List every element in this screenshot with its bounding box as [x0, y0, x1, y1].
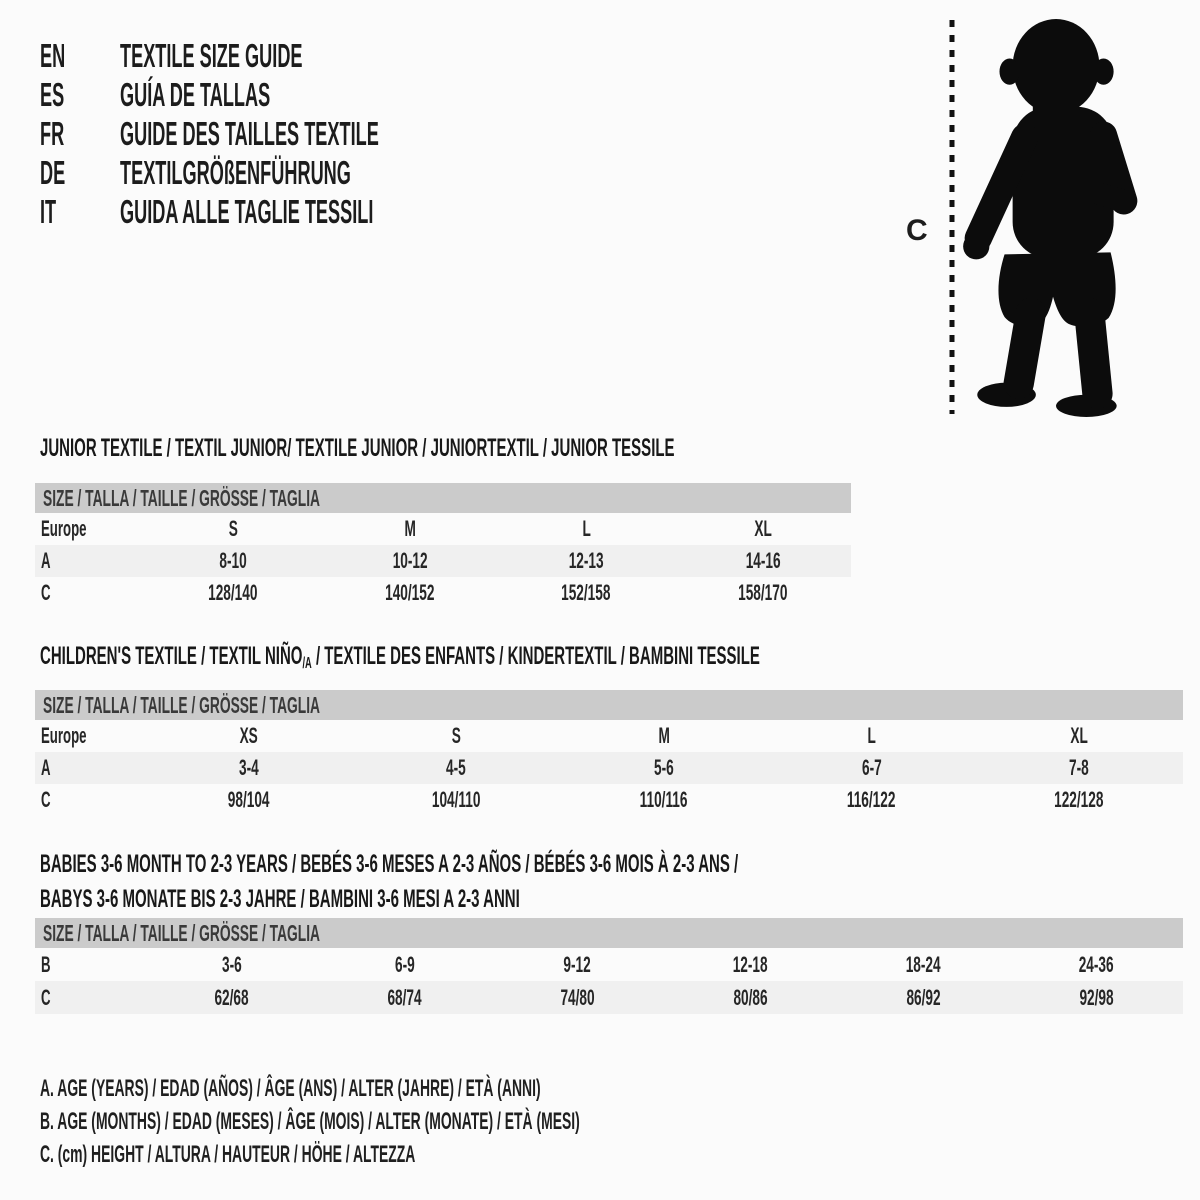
table-row-height-cm — [35, 981, 1183, 1014]
age-cell-text: 6-7 — [861, 755, 882, 780]
height-cell — [664, 985, 837, 1011]
size-cell — [322, 516, 499, 542]
guide-title — [120, 37, 452, 75]
age-cell — [837, 952, 1010, 978]
age-cell-text: 3-4 — [238, 755, 259, 780]
children-size-table — [35, 690, 1183, 816]
guide-title — [120, 193, 581, 231]
legend-line-c-text: C. (cm) HEIGHT / ALTURA / HAUTEUR / HÖHE / ALTEZZA — [40, 1140, 416, 1168]
height-cell-text: 104/110 — [432, 787, 481, 812]
height-cell — [560, 787, 768, 813]
height-cell-text: 140/152 — [385, 580, 435, 605]
age-cell-text: 12-13 — [568, 548, 604, 573]
age-cell — [318, 952, 491, 978]
toddler-silhouette — [960, 14, 1142, 418]
age-cell — [675, 548, 852, 574]
height-cell — [837, 985, 1010, 1011]
junior-section-title — [40, 436, 1098, 461]
size-cell-text: XS — [239, 723, 258, 748]
age-cell — [975, 755, 1183, 781]
lang-code-text: FR — [40, 114, 65, 152]
legend-line-c — [40, 1138, 971, 1171]
row-label-text: A — [41, 548, 51, 573]
row-label — [35, 548, 145, 574]
size-cell-text: L — [582, 516, 591, 541]
children-title-post: / TEXTILE DES ENFANTS / KINDERTEXTIL / BAMBINI TESSILE — [311, 642, 760, 670]
height-measure-dashed-line — [946, 16, 958, 418]
height-cell-text: 152/158 — [561, 580, 611, 605]
row-label-text: A — [41, 755, 51, 780]
height-cell — [145, 787, 353, 813]
height-cell-text: 122/128 — [1054, 787, 1104, 812]
lang-row-de — [40, 153, 591, 192]
height-cell — [491, 985, 664, 1011]
height-cell-text: 68/74 — [387, 984, 422, 1010]
age-cell — [491, 952, 664, 978]
lang-code — [40, 115, 120, 153]
height-cell-text: 110/116 — [640, 787, 688, 812]
height-cell — [145, 985, 318, 1011]
height-cell — [322, 580, 499, 606]
row-label-text: B — [41, 951, 51, 977]
table-row-age-months — [35, 948, 1183, 981]
height-cell — [318, 985, 491, 1011]
size-cell-text: M — [658, 723, 670, 748]
size-header-label: SIZE / TALLA / TAILLE / GRÖSSE / TAGLIA — [43, 919, 321, 946]
age-cell-text: 5-6 — [654, 755, 674, 780]
lang-code-text: ES — [40, 75, 65, 113]
babies-section-title — [40, 847, 1200, 917]
size-header-label: SIZE / TALLA / TAILLE / GRÖSSE / TAGLIA — [43, 484, 321, 511]
age-cell-text: 24-36 — [1079, 951, 1114, 977]
lang-row-fr — [40, 114, 591, 153]
age-cell-text: 12-18 — [733, 951, 768, 977]
row-label — [35, 755, 145, 781]
height-cell-text: 116/122 — [847, 787, 896, 812]
table-row-age-years — [35, 752, 1183, 784]
table-row-age-years — [35, 545, 851, 577]
lang-code — [40, 154, 120, 192]
height-cell-text: 98/104 — [227, 787, 270, 812]
guide-title — [120, 154, 540, 192]
lang-code — [40, 76, 120, 114]
legend-line-a — [40, 1072, 971, 1105]
size-cell — [145, 723, 353, 749]
babies-title-line2: BABYS 3-6 MONATE BIS 2-3 JAHRE / BAMBINI 3-6 MESI A 2-3 ANNI — [40, 885, 520, 913]
row-label-text: C — [41, 580, 51, 605]
age-cell-text: 9-12 — [563, 951, 592, 977]
height-cell-text: 74/80 — [560, 984, 595, 1010]
age-cell-text: 10-12 — [392, 548, 428, 573]
children-section-title-text — [40, 644, 760, 672]
size-cell-text: XL — [1070, 723, 1088, 748]
lang-row-en — [40, 36, 591, 75]
size-cell-text: XL — [754, 516, 772, 541]
height-cell-text: 80/86 — [733, 984, 768, 1010]
height-cell — [498, 580, 675, 606]
size-header-band — [35, 690, 1183, 720]
children-title-pre: CHILDREN'S TEXTILE / TEXTIL NIÑO — [40, 642, 303, 670]
row-label — [35, 516, 145, 542]
size-cell-text: S — [451, 723, 461, 748]
legend-line-a-text: A. AGE (YEARS) / EDAD (AÑOS) / ÂGE (ANS) / ALTER (JAHRE) / ETÀ (ANNI) — [40, 1074, 541, 1102]
guide-title-text: TEXTILE SIZE GUIDE — [120, 36, 303, 74]
size-cell — [560, 723, 768, 749]
lang-row-es — [40, 75, 591, 114]
size-cell — [145, 516, 322, 542]
height-cell-text: 62/68 — [214, 984, 249, 1010]
age-cell — [353, 755, 561, 781]
age-cell — [145, 952, 318, 978]
legend-line-b — [40, 1105, 971, 1138]
row-label-text: C — [41, 984, 51, 1010]
size-cell — [975, 723, 1183, 749]
lang-code — [40, 193, 120, 231]
age-cell-text: 6-9 — [394, 951, 415, 977]
height-cell-text: 92/98 — [1079, 984, 1114, 1010]
age-cell-text: 3-6 — [221, 951, 242, 977]
age-cell — [768, 755, 976, 781]
children-section-title — [40, 644, 1200, 672]
lang-code-text: IT — [40, 192, 57, 230]
legend — [40, 1072, 971, 1171]
guide-title-text: GUIDE DES TAILLES TEXTILE — [120, 114, 379, 152]
age-cell-text: 18-24 — [906, 951, 941, 977]
age-cell — [1010, 952, 1183, 978]
height-cell-text: 86/92 — [906, 984, 941, 1010]
height-cell — [768, 787, 976, 813]
row-label — [35, 952, 145, 978]
age-cell — [145, 548, 322, 574]
table-row-europe — [35, 513, 851, 545]
age-cell-text: 8-10 — [219, 548, 247, 573]
lang-code-text: DE — [40, 153, 66, 191]
height-cell — [353, 787, 561, 813]
age-cell-text: 14-16 — [745, 548, 781, 573]
height-cell — [675, 580, 852, 606]
size-header-label: SIZE / TALLA / TAILLE / GRÖSSE / TAGLIA — [43, 691, 321, 718]
guide-title-text: GUÍA DE TALLAS — [120, 75, 271, 113]
guide-title — [120, 76, 393, 114]
height-cell — [1010, 985, 1183, 1011]
lang-row-it — [40, 192, 591, 231]
table-row-europe — [35, 720, 1183, 752]
row-label-text: Europe — [41, 516, 87, 541]
age-cell — [322, 548, 499, 574]
size-cell-text: S — [228, 516, 238, 541]
lang-code — [40, 37, 120, 75]
babies-size-table — [35, 918, 1183, 1014]
legend-line-b-text: B. AGE (MONTHS) / EDAD (MESES) / ÂGE (MOIS) / ALTER (MONATE) / ETÀ (MESI) — [40, 1107, 580, 1135]
size-cell-text: M — [404, 516, 416, 541]
size-cell — [768, 723, 976, 749]
height-cell-text: 158/170 — [738, 580, 788, 605]
size-cell — [353, 723, 561, 749]
row-label-text: C — [41, 787, 51, 812]
row-label — [35, 985, 145, 1011]
babies-title-line1: BABIES 3-6 MONTH TO 2-3 YEARS / BEBÉS 3-6 MESES A 2-3 AÑOS / BÉBÉS 3-6 MOIS À 2-3 ANS / — [40, 850, 739, 878]
row-label — [35, 580, 145, 606]
language-header — [40, 36, 591, 231]
row-label — [35, 723, 145, 749]
size-header-band — [35, 918, 1183, 948]
junior-size-table — [35, 483, 851, 609]
table-row-height-cm — [35, 784, 1183, 816]
age-cell — [560, 755, 768, 781]
table-row-height-cm — [35, 577, 851, 609]
height-cell — [975, 787, 1183, 813]
age-cell-text: 4-5 — [446, 755, 467, 780]
guide-title-text: TEXTILGRÖßENFÜHRUNG — [120, 153, 351, 191]
guide-title-text: GUIDA ALLE TAGLIE TESSILI — [120, 192, 374, 230]
age-cell — [498, 548, 675, 574]
lang-code-text: EN — [40, 36, 66, 74]
size-header-band — [35, 483, 851, 513]
age-cell — [664, 952, 837, 978]
guide-title — [120, 115, 591, 153]
age-cell — [145, 755, 353, 781]
height-cell — [145, 580, 322, 606]
age-cell-text: 7-8 — [1069, 755, 1090, 780]
row-label — [35, 787, 145, 813]
height-measure-label: C — [906, 214, 928, 247]
size-cell — [498, 516, 675, 542]
size-cell-text: L — [867, 723, 876, 748]
row-label-text: Europe — [41, 723, 87, 748]
size-cell — [675, 516, 852, 542]
height-cell-text: 128/140 — [208, 580, 258, 605]
junior-section-title-text: JUNIOR TEXTILE / TEXTIL JUNIOR/ TEXTILE JUNIOR / JUNIORTEXTIL / JUNIOR TESSILE — [40, 434, 675, 462]
children-title-subscript: /A — [302, 655, 312, 672]
